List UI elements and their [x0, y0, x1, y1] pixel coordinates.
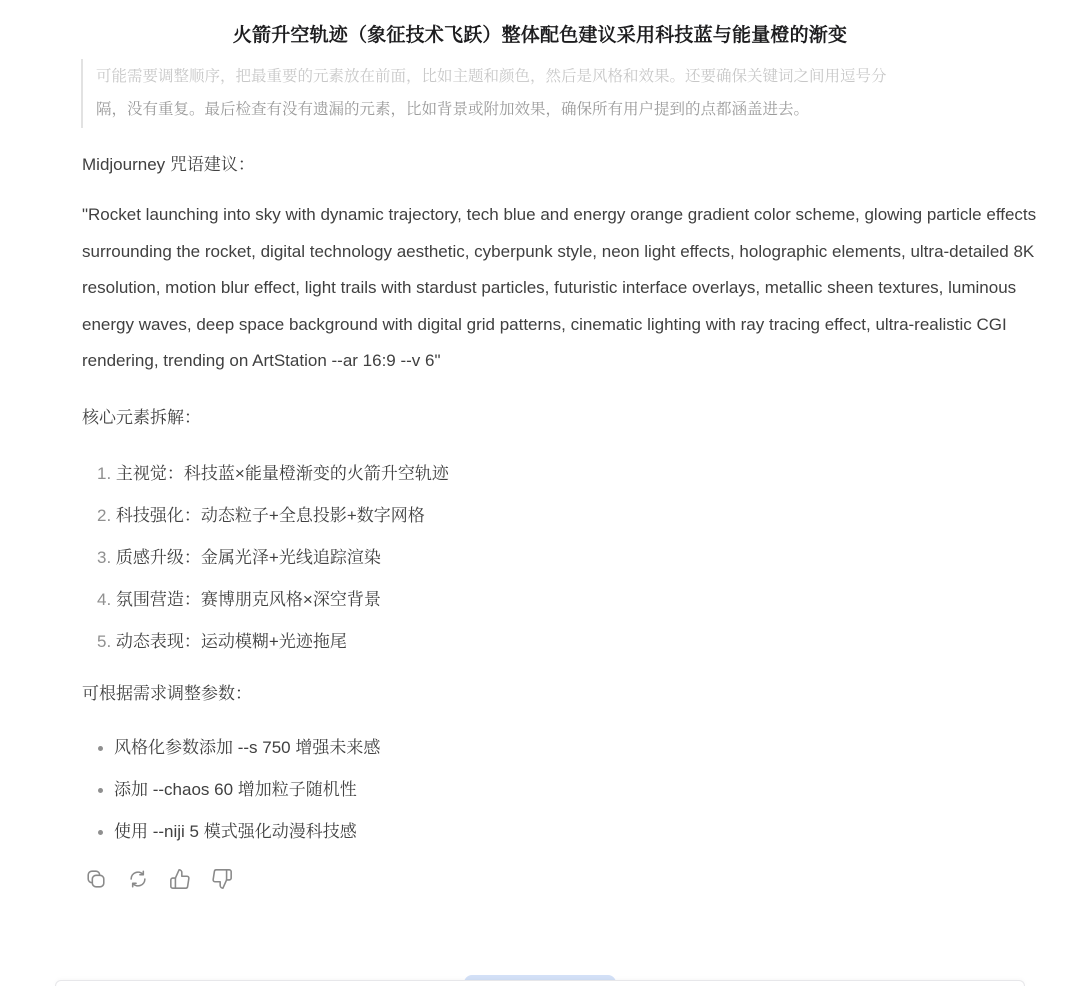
list-item: 科技强化：动态粒子+全息投影+数字网格 [115, 505, 425, 525]
list-item: 质感升级：金属光泽+光线追踪渲染 [115, 547, 381, 567]
section-heading-core-elements: 核心元素拆解： [82, 407, 201, 427]
regenerate-button[interactable] [126, 867, 150, 891]
thumbs-up-button[interactable] [168, 867, 192, 891]
midjourney-prompt-text: "Rocket launching into sky with dynamic trajectory, tech blue and energy orange gradient color scheme, glowing particle effects surrounding the rocket, digital technology aesthetic, cyberpunk style, neon light effects, holographic elements, ultra-detailed 8K resolution, motion blur effect, light trails with stardust particles, futuristic interface overlays, metallic sheen textures, luminous energy waves, deep space background with digital grid patterns, cinematic lighting with ray tracing effect, ultra-realistic CGI rendering, trending on ArtStation --ar 16:9 --v 6" [82, 205, 1037, 370]
page-title: 火箭升空轨迹（象征技术飞跃）整体配色建议采用科技蓝与能量橙的渐变 [232, 25, 848, 46]
list-item: 主视觉：科技蓝×能量橙渐变的火箭升空轨迹 [115, 463, 449, 483]
list-item: 使用 --niji 5 模式强化动漫科技感 [96, 818, 1050, 846]
message-action-bar [84, 867, 1080, 891]
thumbs-down-button[interactable] [210, 867, 234, 891]
list-item: 动态表现：运动模糊+光迹拖尾 [115, 631, 347, 651]
list-item: 氛围营造：赛博朋克风格×深空背景 [115, 589, 381, 609]
thinking-block [81, 59, 1050, 128]
params-list [82, 734, 1050, 846]
thumbs-up-icon [169, 868, 191, 890]
section-heading-prompt: Midjourney 咒语建议： [82, 155, 255, 174]
thumbs-down-icon [211, 868, 233, 890]
thinking-line: 隔，没有重复。最后检查有没有遗漏的元素，比如背景或附加效果，确保所有用户提到的点都涵盖进去。 [96, 101, 810, 118]
section-heading-params: 可根据需求调整参数： [82, 683, 252, 703]
list-item: 添加 --chaos 60 增加粒子随机性 [96, 776, 1050, 804]
list-item: 风格化参数添加 --s 750 增强未来感 [96, 734, 1050, 762]
thinking-line: 可能需要调整顺序，把最重要的元素放在前面，比如主题和颜色，然后是风格和效果。还要确保关键词之间用逗号分 [96, 68, 887, 85]
regenerate-icon [127, 868, 149, 890]
chat-input-dock[interactable] [55, 980, 1025, 986]
assistant-message [82, 152, 1050, 846]
copy-icon [85, 868, 107, 890]
core-elements-list [82, 460, 1050, 656]
copy-button[interactable] [84, 867, 108, 891]
